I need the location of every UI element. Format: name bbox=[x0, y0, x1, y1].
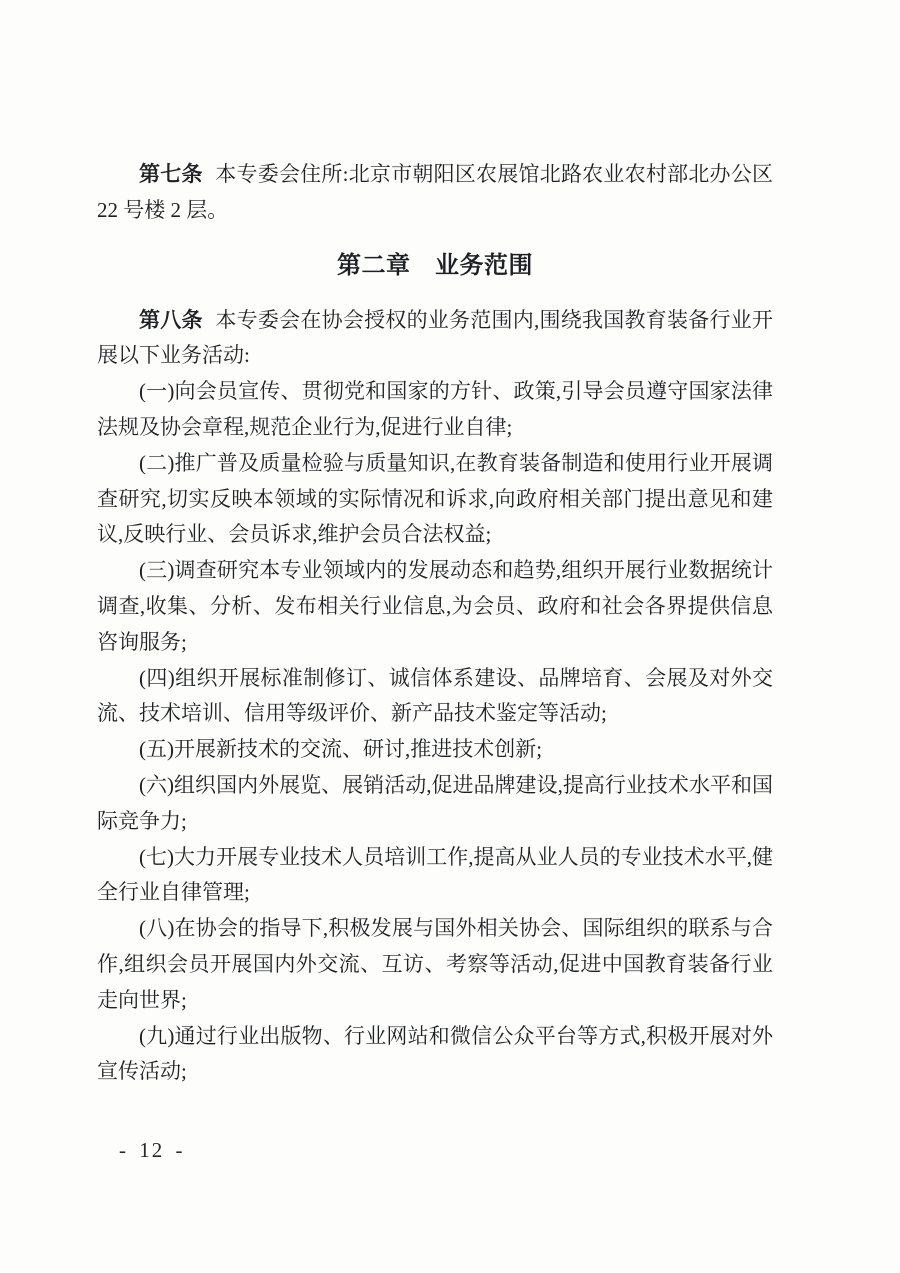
business-item-8: (八)在协会的指导下,积极发展与国外相关协会、国际组织的联系与合作,组织会员开展国内外交流、互访、考察等活动,促进中国教育装备行业走向世界; bbox=[97, 916, 773, 1012]
business-item-9: (九)通过行业出版物、行业网站和微信公众平台等方式,积极开展对外宣传活动; bbox=[97, 1023, 773, 1084]
business-item-7: (七)大力开展专业技术人员培训工作,提高从业人员的专业技术水平,健全行业自律管理; bbox=[97, 844, 773, 905]
document-body bbox=[97, 157, 773, 1090]
article-8-paragraph bbox=[97, 303, 773, 375]
business-item-3: (三)调查研究本专业领域内的发展动态和趋势,组织开展行业数据统计调查,收集、分析、发布相关行业信息,为会员、政府和社会各界提供信息咨询服务; bbox=[97, 558, 773, 654]
article-8-label: 第八条 bbox=[139, 308, 203, 332]
article-7-label: 第七条 bbox=[139, 163, 203, 186]
business-item-5: (五)开展新技术的交流、研讨,推进技术创新; bbox=[139, 737, 543, 762]
article-7-paragraph bbox=[97, 157, 773, 229]
business-item-2: (二)推广普及质量检验与质量知识,在教育装备制造和使用行业开展调查研究,切实反映本领域的实际情况和诉求,向政府相关部门提出意见和建议,反映行业、会员诉求,维护会员合法权益; bbox=[97, 450, 773, 547]
chapter-2-heading: 第二章 业务范围 bbox=[337, 251, 533, 279]
business-item-1: (一)向会员宣传、贯彻党和国家的方针、政策,引导会员遵守国家法律法规及协会章程,规范企业行为,促进行业自律; bbox=[97, 379, 773, 439]
page-number: - 12 - bbox=[119, 1138, 185, 1162]
article-8-text: 本专委会在协会授权的业务范围内,围绕我国教育装备行业开展以下业务活动: bbox=[97, 307, 774, 368]
business-item-6: (六)组织国内外展览、展销活动,促进品牌建设,提高行业技术水平和国际竞争力; bbox=[97, 772, 773, 833]
business-item-4: (四)组织开展标准制修订、诚信体系建设、品牌培育、会展及对外交流、技术培训、信用等级评价、新产品技术鉴定等活动; bbox=[97, 665, 773, 726]
article-7-text: 本专委会住所:北京市朝阳区农展馆北路农业农村部北办公区 22 号楼 2 层。 bbox=[97, 162, 773, 222]
